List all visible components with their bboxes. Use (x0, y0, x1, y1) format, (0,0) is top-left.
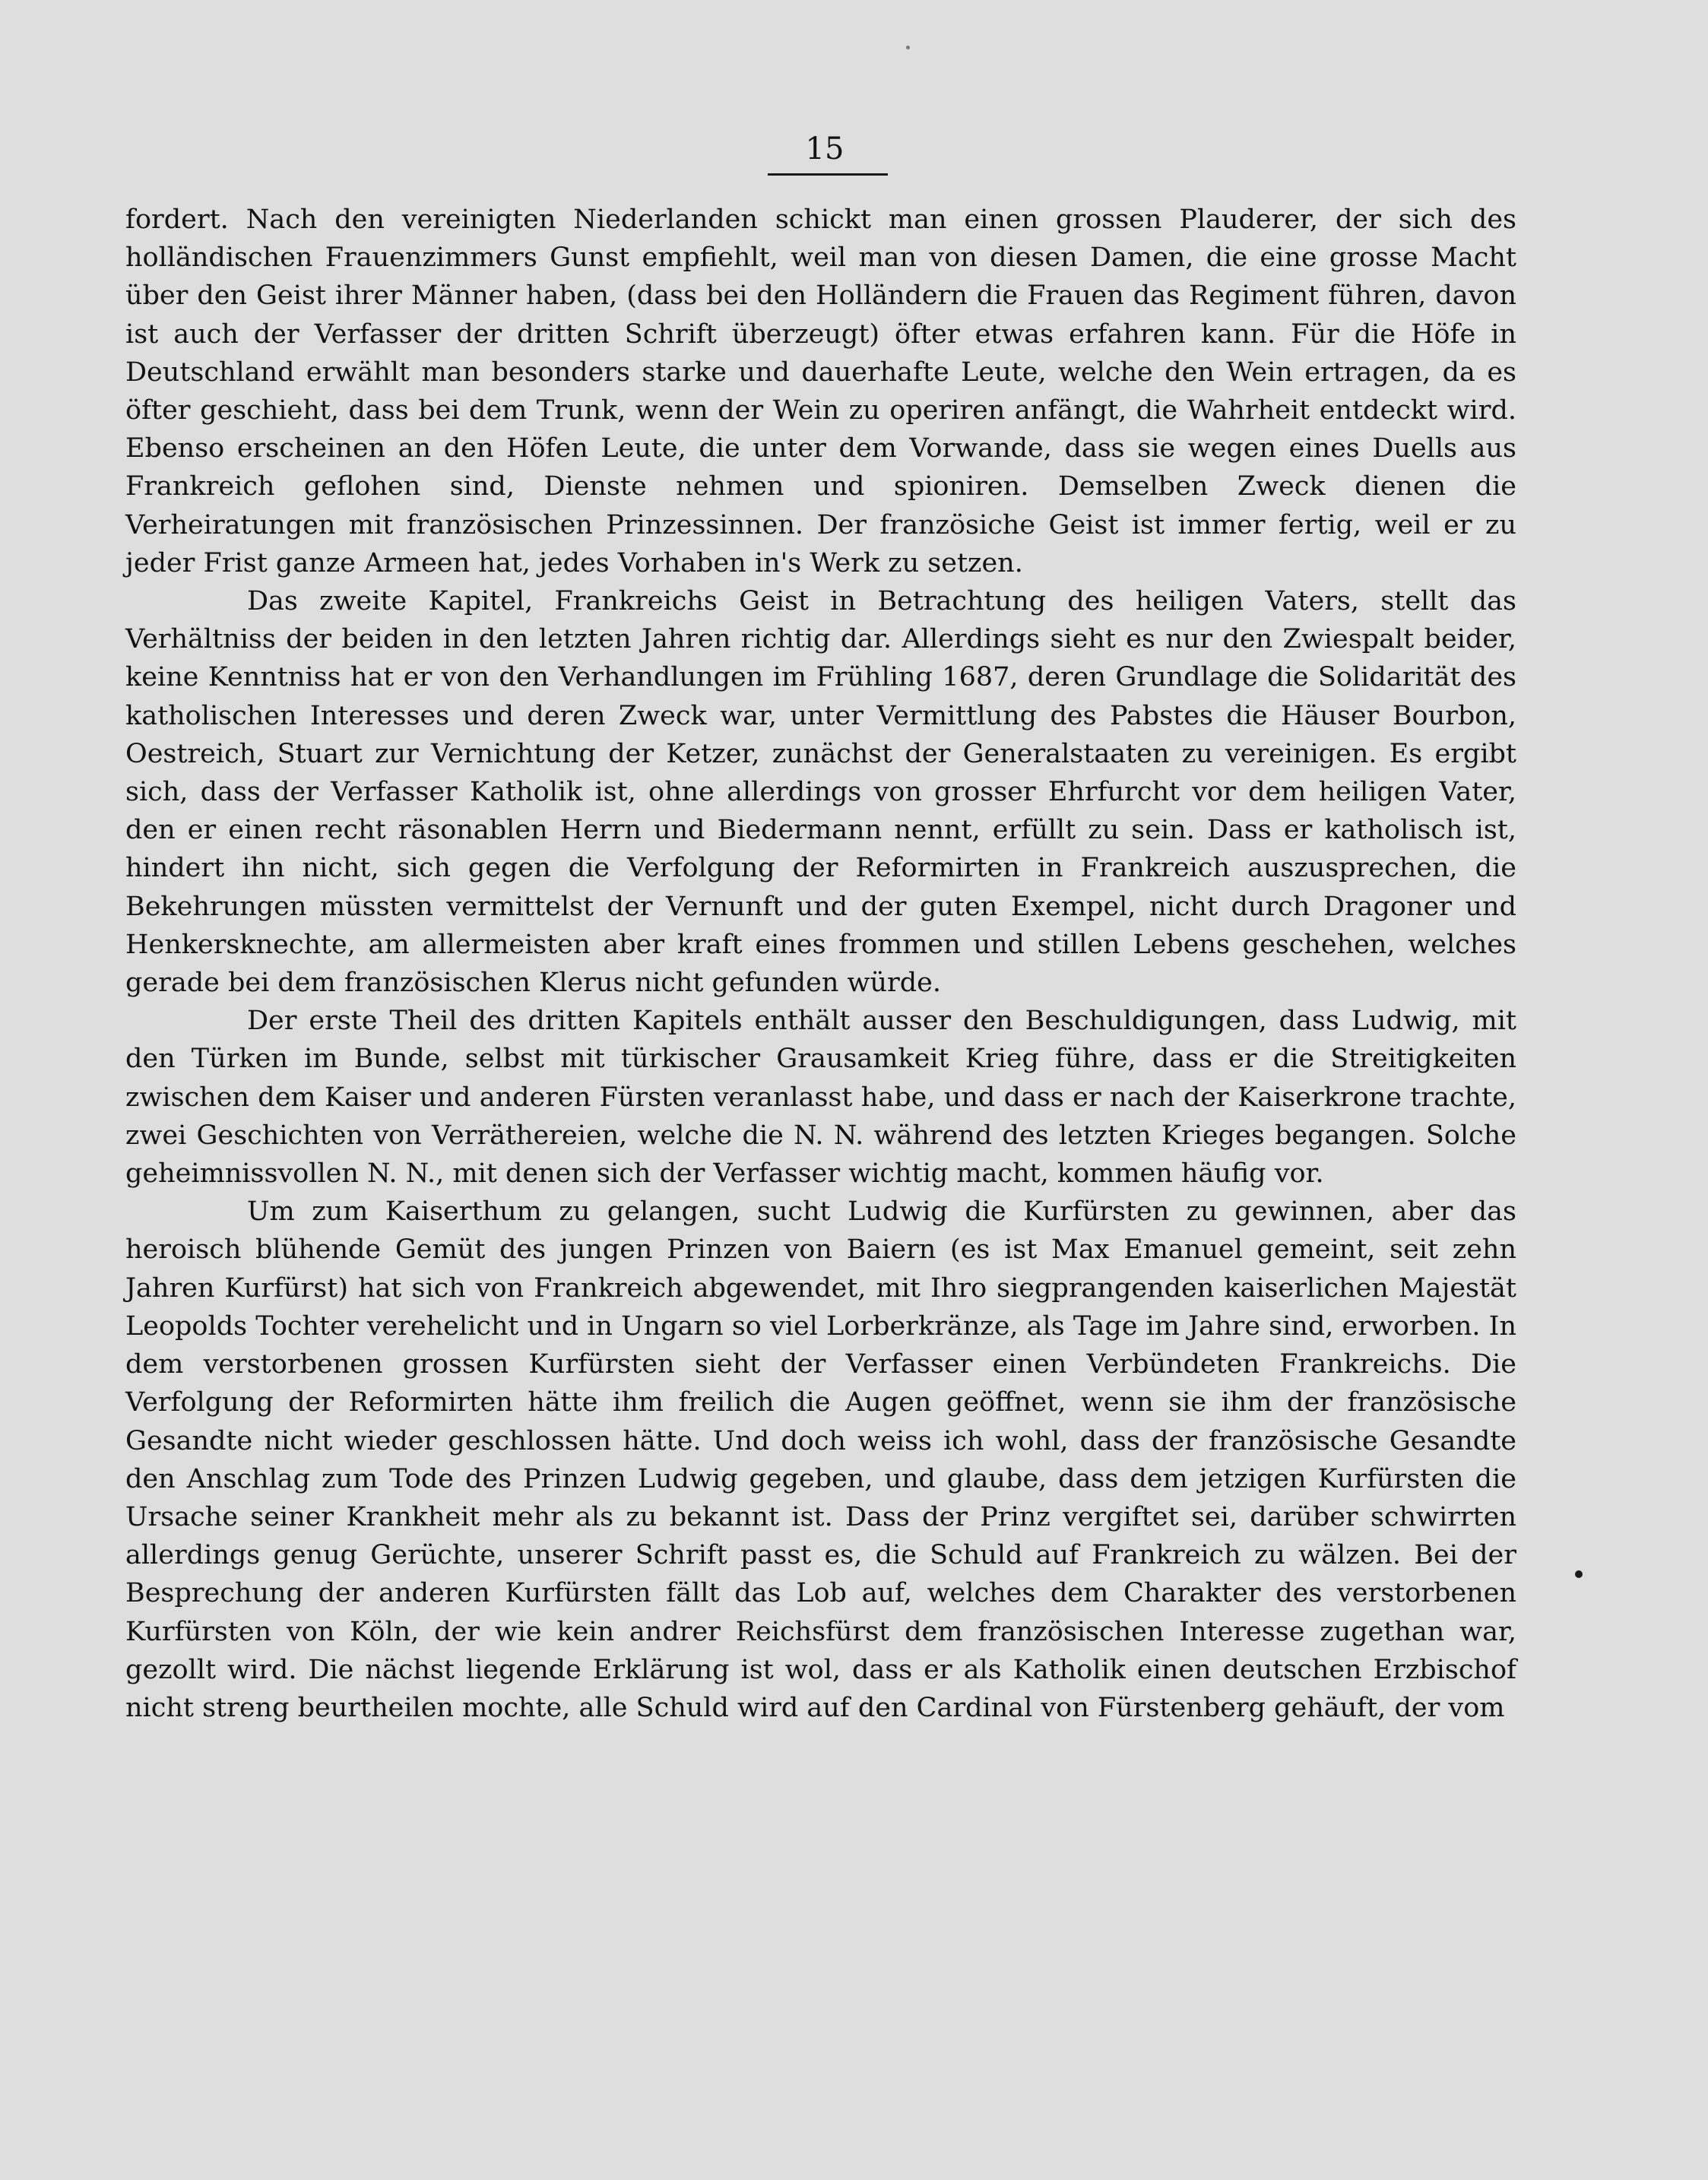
scan-speck (1575, 1570, 1583, 1578)
page-number: 15 (805, 131, 844, 166)
paragraph-2: Das zweite Kapitel, Frankreichs Geist in Betrachtung des heiligen Vaters, stellt das Verhältniss der beiden in den letzten Jahren richtig dar. Allerdings sieht es nur den Zwiespalt beider, keine Kenntniss hat er von den Verhandlungen im Frühling 1687, deren Grundlage die Solidarität des katholischen Interesses und deren Zweck war, unter Vermittlung des Pabstes die Häuser Bourbon, Oestreich, Stuart zur Vernichtung der Ketzer, zunächst der Generalstaaten zu vereinigen. Es ergibt sich, dass der Verfasser Katholik ist, ohne allerdings von grosser Ehrfurcht vor dem heiligen Vater, den er einen recht räsonablen Herrn und Biedermann nennt, erfüllt zu sein. Dass er katholisch ist, hindert ihn nicht, sich gegen die Verfolgung der Reformirten in Frankreich auszusprechen, die Bekehrungen müssten vermittelst der Vernunft und der guten Exempel, nicht durch Dragoner und Henkersknechte, am allermeisten aber kraft eines frommen und stillen Lebens geschehen, welches gerade bei dem französischen Klerus nicht gefunden würde. (125, 586, 1516, 999)
scan-speck (906, 46, 910, 49)
paragraph-4: Um zum Kaiserthum zu gelangen, sucht Ludwig die Kurfürsten zu gewinnen, aber das heroisch blühende Gemüt des jungen Prinzen von Baiern (es ist Max Emanuel gemeint, seit zehn Jahren Kurfürst) hat sich von Frankreich abgewendet, mit Ihro siegprangenden kaiserlichen Majestät Leopolds Tochter verehelicht und in Ungarn so viel Lorberkränze, als Tage im Jahre sind, erworben. In dem verstorbenen grossen Kurfürsten sieht der Verfasser einen Verbündeten Frankreichs. Die Verfolgung der Reformirten hätte ihm freilich die Augen geöffnet, wenn sie ihm der französische Gesandte nicht wieder geschlossen hätte. Und doch weiss ich wohl, dass der französische Gesandte den Anschlag zum Tode des Prinzen Ludwig gegeben, und glaube, dass dem jetzigen Kurfürsten die Ursache seiner Krankheit mehr als zu bekannt ist. Dass der Prinz vergiftet sei, darüber schwirrten allerdings genug Gerüchte, unserer Schrift passt es, die Schuld auf Frankreich zu wälzen. Bei der Besprechung der anderen Kurfürsten fällt das Lob auf, welches dem Charakter des verstorbenen Kurfürsten von Köln, der wie kein andrer Reichsfürst dem französischen Interesse zugethan war, gezollt wird. Die nächst liegende Erklärung ist wol, dass er als Katholik einen deutschen Erzbischof nicht streng beurtheilen mochte, alle Schuld wird auf den Cardinal von Fürstenberg gehäuft, der vom (125, 1196, 1516, 1723)
paragraph-3: Der erste Theil des dritten Kapitels enthält ausser den Beschuldigungen, dass Ludwig, mit den Türken im Bunde, selbst mit türkischer Grausamkeit Krieg führe, dass er die Streitigkeiten zwischen dem Kaiser und anderen Fürsten veranlasst habe, und dass er nach der Kaiserkrone trachte, zwei Geschichten von Verräthereien, welche die N. N. während des letzten Krieges begangen. Solche geheimnissvollen N. N., mit denen sich der Verfasser wichtig macht, kommen häufig vor. (125, 1006, 1516, 1190)
header-rule (768, 173, 888, 176)
body-text (125, 201, 1516, 1727)
paragraph-1: fordert. Nach den vereinigten Niederlanden schickt man einen grossen Plauderer, der sich des holländischen Frauenzimmers Gunst empfiehlt, weil man von diesen Damen, die eine grosse Macht über den Geist ihrer Männer haben, (dass bei den Holländern die Frauen das Regiment führen, davon ist auch der Verfasser der dritten Schrift überzeugt) öfter etwas erfahren kann. Für die Höfe in Deutschland erwählt man besonders starke und dauerhafte Leute, welche den Wein ertragen, da es öfter geschieht, dass bei dem Trunk, wenn der Wein zu operiren anfängt, die Wahrheit entdeckt wird. Ebenso erscheinen an den Höfen Leute, die unter dem Vorwande, dass sie wegen eines Duells aus Frankreich geflohen sind, Dienste nehmen und spioniren. Demselben Zweck dienen die Verheiratungen mit französischen Prinzessinnen. Der französiche Geist ist immer fertig, weil er zu jeder Frist ganze Armeen hat, jedes Vorhaben in's Werk zu setzen. (125, 204, 1516, 578)
